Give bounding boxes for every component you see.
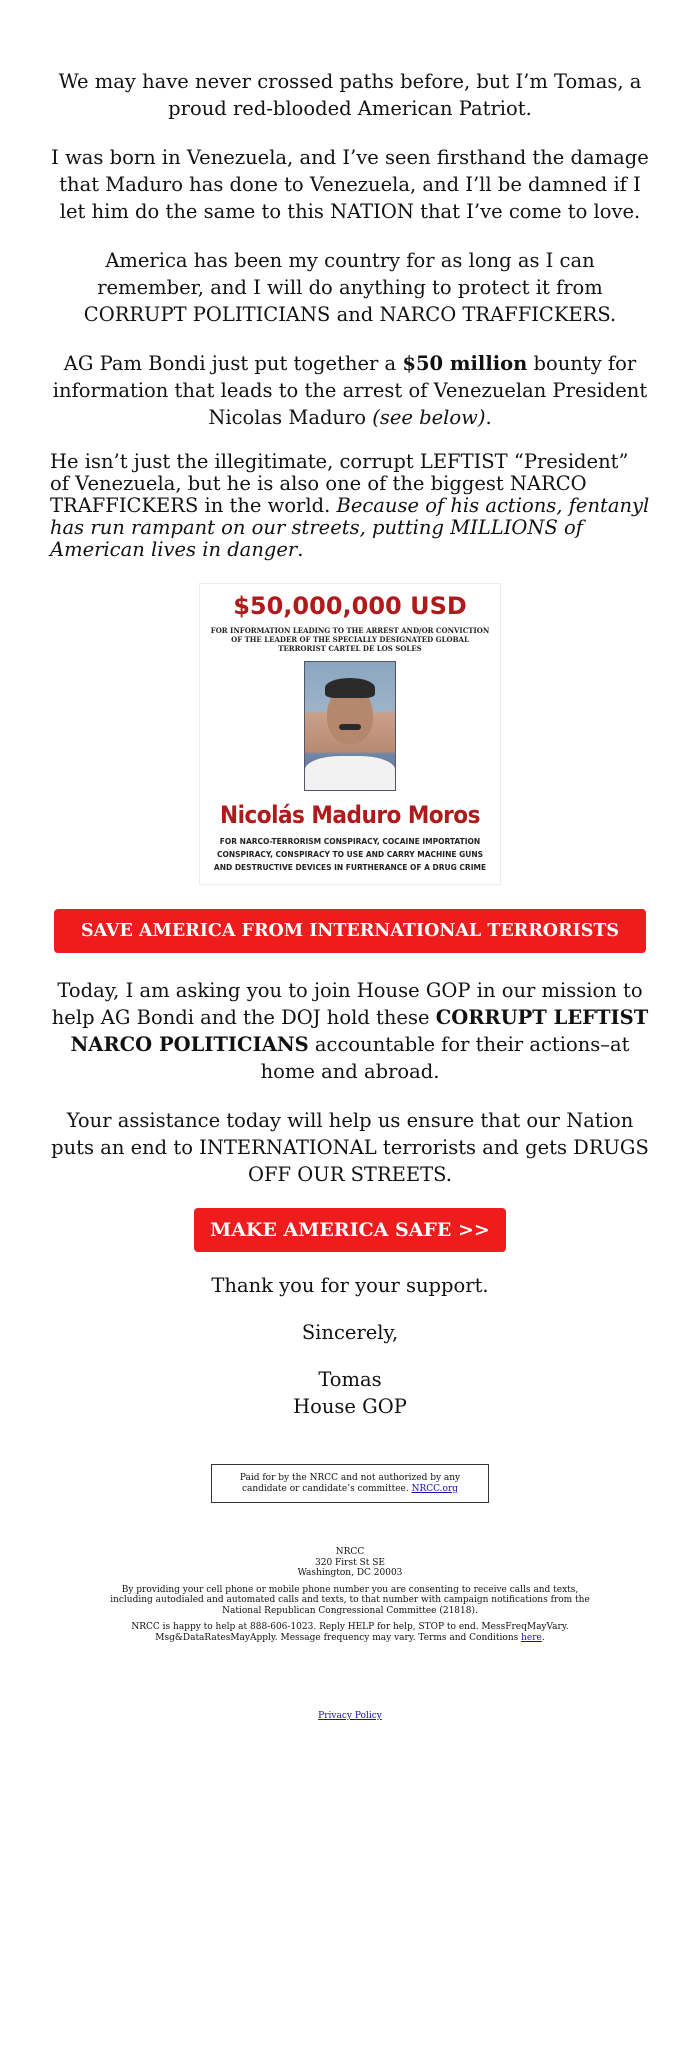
see-below: (see below) (372, 406, 486, 429)
paid-for-disclaimer (211, 1464, 489, 1503)
maduro-period: . (297, 538, 304, 561)
bounty-text: AG Pam Bondi just put together a (63, 352, 403, 375)
footer-city: Washington, DC 20003 (297, 1568, 403, 1578)
signature-org: House GOP (293, 1395, 407, 1418)
maduro-paragraph (50, 451, 650, 561)
born-paragraph: I was born in Venezuela, and I’ve seen firsthand the damage that Maduro has done to Venezuela, and I’ll be damned if I let him do the same to this NATION that I’ve come to love. (51, 146, 649, 223)
ask-text-2: accountable for their actions–at home and abroad. (260, 1033, 630, 1083)
maduro-text: He isn’t just the illegitimate, corrupt LEFTIST “President” of Venezuela, but he is also one of the biggest NARCO TRAFFICKERS in the world. (50, 450, 629, 517)
disclaimer-text: Paid for by the NRCC and not authorized by any candidate or candidate’s committee. (239, 1473, 461, 1494)
reward-amount: $50,000,000 USD (233, 592, 467, 620)
footer-org: NRCC (335, 1547, 365, 1557)
privacy-policy-link[interactable]: Privacy Policy (318, 1711, 382, 1721)
wanted-poster (199, 583, 501, 885)
reward-subtitle: FOR INFORMATION LEADING TO THE ARREST AND/OR CONVICTION OF THE LEADER OF THE SPECIALLY DESIGNATED GLOBAL TERRORIST CARTEL DE LOS SOLES (210, 626, 490, 653)
wanted-name: Nicolás Maduro Moros (220, 801, 480, 829)
footer-street: 320 First St SE (315, 1557, 385, 1568)
maduro-photo (304, 661, 396, 791)
footer (50, 1547, 650, 1643)
intro-paragraph: We may have never crossed paths before, but I’m Tomas, a proud red-blooded American Patriot. (58, 70, 642, 120)
bounty-amount: $50 million (402, 352, 528, 375)
footer-help-end: . (541, 1632, 545, 1643)
ask-paragraph (50, 977, 650, 1085)
bounty-text-2: bounty for information that leads to the arrest of Venezuelan President Nicolas Maduro (52, 352, 648, 429)
make-america-safe-button[interactable]: MAKE AMERICA SAFE >> (194, 1208, 506, 1252)
signature-name: Tomas (318, 1368, 382, 1391)
bounty-period: . (485, 406, 492, 429)
country-paragraph: America has been my country for as long as I can remember, and I will do anything to protect it from CORRUPT POLITICIANS and NARCO TRAFFICKERS. (83, 249, 617, 326)
bounty-paragraph (50, 350, 650, 431)
wanted-charges: FOR NARCO-TERRORISM CONSPIRACY, COCAINE IMPORTATION CONSPIRACY, CONSPIRACY TO USE AND CARRY MACHINE GUNS AND DESTRUCTIVE DEVICES IN FURTHERANCE OF A DRUG CRIME (213, 837, 487, 872)
footer-consent: By providing your cell phone or mobile phone number you are consenting to receive calls and texts, including autodialed and automated calls and texts, to that number with campaign notifications from the National Republican Congressional Committee (21818). (110, 1584, 590, 1616)
email-body (50, 0, 650, 1721)
ask-text: Today, I am asking you to join House GOP in our mission to help AG Bondi and the DOJ hold these (51, 979, 643, 1029)
thanks-line: Thank you for your support. (211, 1274, 489, 1297)
privacy-row (50, 1711, 650, 1721)
footer-help (100, 1622, 600, 1643)
ask-bold: CORRUPT LEFTIST NARCO POLITICIANS (70, 1006, 649, 1056)
fentanyl-text: Because of his actions, fentanyl has run rampant on our streets, putting MILLIONS of American lives in danger (50, 494, 650, 561)
footer-help-text: NRCC is happy to help at 888-606-1023. Reply HELP for help, STOP to end. MessFreqMayVary. Msg&DataRatesMayApply. Message frequency may vary. Terms and Conditions (131, 1622, 569, 1643)
sincerely-line: Sincerely, (301, 1321, 399, 1344)
save-america-button[interactable]: SAVE AMERICA FROM INTERNATIONAL TERRORISTS (54, 909, 646, 953)
nrcc-link[interactable]: NRCC.org (411, 1484, 459, 1494)
assistance-paragraph: Your assistance today will help us ensure that our Nation puts an end to INTERNATIONAL terrorists and gets DRUGS OFF OUR STREETS. (51, 1109, 649, 1186)
terms-link[interactable]: here (521, 1632, 542, 1643)
